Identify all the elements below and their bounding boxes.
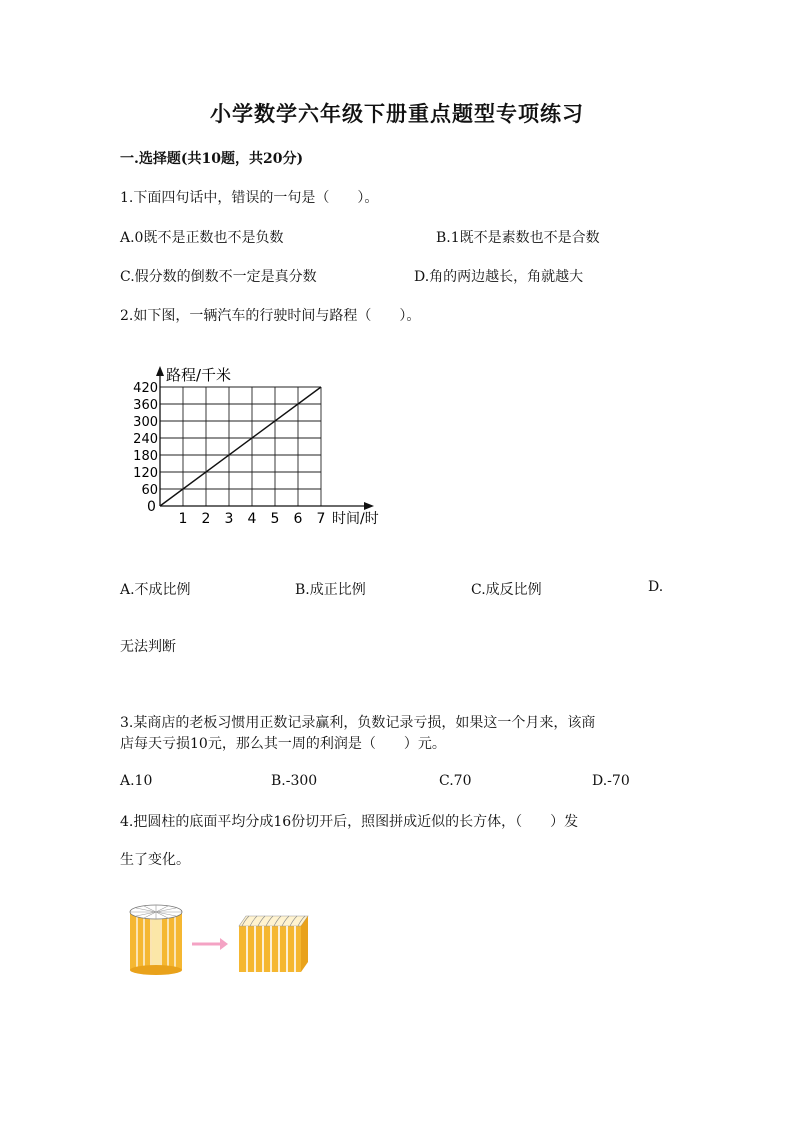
chart-y-ticks [133,381,158,498]
cuboid-illustration [239,916,308,972]
x-tick-label: 4 [247,511,257,527]
series-line [160,387,321,506]
q2-option-d[interactable]: D. [648,579,664,595]
q3-option-c[interactable]: C.70 [439,773,472,789]
y-tick-label: 420 [133,381,158,396]
q1-option-b[interactable]: B.1既不是素数也不是合数 [436,230,600,246]
q3-stem-line2: 店每天亏损10元，那么其一周的利润是（ ）元。 [120,736,446,752]
q2-stem: 2.如下图，一辆汽车的行驶时间与路程（ ）。 [120,308,421,324]
q3-option-d[interactable]: D.-70 [592,773,630,789]
cylinder-illustration [130,905,182,975]
q3-option-b[interactable]: B.-300 [271,773,318,789]
x-tick-label: 2 [201,511,211,527]
q4-stem-line2: 生了变化。 [120,852,190,868]
q4-stem-line1: 4.把圆柱的底面平均分成16份切开后，照图拼成近似的长方体，（ ）发 [120,814,579,830]
q1-option-a[interactable]: A.0既不是正数也不是负数 [120,230,284,246]
x-axis-arrow-icon [364,502,374,510]
y-tick-label: 180 [133,449,158,464]
y-tick-label: 60 [141,483,158,498]
x-tick-label: 5 [270,511,280,527]
y-axis-arrow-icon [156,366,164,376]
distance-time-chart [118,360,408,535]
y-tick-label: 360 [133,398,158,413]
y-tick-label: 240 [133,432,158,447]
x-tick-label: 3 [224,511,234,527]
cylinder-to-cuboid-figure [124,902,314,980]
chart-x-ticks [179,511,326,527]
q1-option-d[interactable]: D.角的两边越长，角就越大 [414,269,584,285]
page-title: 小学数学六年级下册重点题型专项练习 [210,101,584,126]
pink-arrow-icon [192,938,228,950]
q1-stem: 1.下面四句话中，错误的一句是（ ）。 [120,190,379,206]
q2-option-b[interactable]: B.成正比例 [295,582,366,598]
q1-option-c[interactable]: C.假分数的倒数不一定是真分数 [120,269,317,285]
chart-origin-label: 0 [147,499,156,515]
y-tick-label: 120 [133,466,158,481]
section-heading: 一.选择题(共10题，共20分) [120,151,304,167]
q2-option-d-continued[interactable]: 无法判断 [120,639,176,655]
x-tick-label: 1 [178,511,188,527]
q2-option-c[interactable]: C.成反比例 [471,582,542,598]
chart-series [160,387,321,506]
x-tick-label: 6 [293,511,303,527]
q2-option-a[interactable]: A.不成比例 [120,582,191,598]
x-tick-label: 7 [316,511,326,527]
chart-y-axis-label: 路程/千米 [166,366,232,384]
y-tick-label: 300 [133,415,158,430]
chart-x-axis-label: 时间/时 [332,511,379,527]
q3-option-a[interactable]: A.10 [120,773,153,789]
q3-stem-line1: 3.某商店的老板习惯用正数记录赢利，负数记录亏损，如果这一个月来，该商 [120,715,596,731]
